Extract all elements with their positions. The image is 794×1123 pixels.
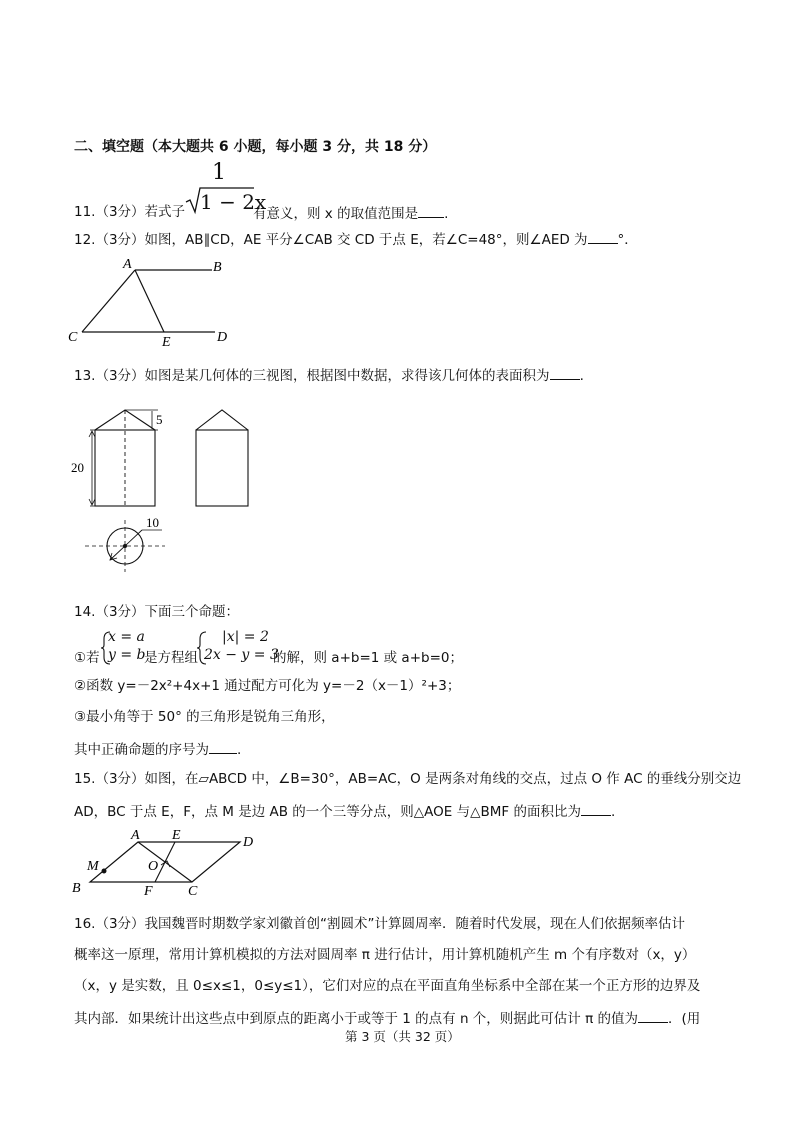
q14-item1-suffix: 的解，则 a+b=1 或 a+b=0； xyxy=(273,650,463,666)
q13-center-dot xyxy=(123,544,127,548)
q11-answer-blank[interactable] xyxy=(418,203,444,218)
q16-line4-text: 其内部．如果统计出这些点中到原点的距离小于或等于 1 的点有 n 个，则据此可估计 π 的值为 xyxy=(74,1011,639,1027)
q16-line4-end: ．(用 xyxy=(668,1011,701,1027)
q15-label-a: A xyxy=(131,828,140,843)
q12-line-ae xyxy=(135,270,164,332)
q14-system1-line1: x = a xyxy=(108,629,145,645)
q12-end: °． xyxy=(617,232,638,248)
q13-three-view-figure xyxy=(60,400,280,590)
q13-answer-blank[interactable] xyxy=(550,365,580,380)
q15-label-d: D xyxy=(243,835,254,850)
q14-intro: 14.（3分）下面三个命题： xyxy=(74,604,240,620)
q15-label-c: C xyxy=(188,884,198,899)
q13-end: . xyxy=(579,368,584,384)
q16-line3: （x，y 是实数，且 0≤x≤1，0≤y≤1），它们对应的点在平面直角坐标系中全部在某一个正方形的边界及 xyxy=(74,978,701,994)
q12-label-d: D xyxy=(217,330,228,345)
q16-line4 xyxy=(74,1008,700,1028)
q12-answer-blank[interactable] xyxy=(588,229,618,244)
q14-answer-blank[interactable] xyxy=(209,739,237,754)
q16-line2: 概率这一原理，常用计算机模拟的方法对圆周率 π 进行估计，用计算机随机产生 m 个有序数对（x，y） xyxy=(74,947,696,963)
q15-line2 xyxy=(74,801,615,821)
q15-label-o: O xyxy=(148,859,159,874)
q15-label-e: E xyxy=(172,828,181,843)
section-title: 二、填空题（本大题共 6 小题，每小题 3 分，共 18 分） xyxy=(74,139,437,155)
q11-fraction-numerator: 1 xyxy=(212,160,226,185)
q12-figure xyxy=(60,255,240,350)
q15-line2-text: AD，BC 于点 E，F，点 M 是边 AB 的一个三等分点，则△AOE 与△BMF 的面积比为 xyxy=(74,804,581,820)
q13-dim-cone-height: 5 xyxy=(156,412,163,427)
q13-side-cone xyxy=(196,410,248,430)
q11-end: . xyxy=(444,206,449,222)
q15-line1: 15.（3分）如图，在▱ABCD 中，∠B=30°，AB=AC，O 是两条对角线的交点，过点 O 作 AC 的垂线分别交边 xyxy=(74,771,742,787)
q16-line1: 16.（3分）我国魏晋时期数学家刘徽首创“割圆术”计算圆周率．随着时代发展，现在人们依据频率估计 xyxy=(74,916,686,932)
q15-answer-blank[interactable] xyxy=(581,801,611,816)
q14-item3: ③最小角等于 50° 的三角形是锐角三角形， xyxy=(74,709,335,725)
q14-item2: ②函数 y=－2x²+4x+1 通过配方可化为 y=－2（x－1）²+3； xyxy=(74,678,461,694)
q15-label-b: B xyxy=(72,881,81,896)
q14-system1-line2: y = b xyxy=(108,647,146,663)
q14-system2-line2: 2x − y = 3 xyxy=(204,647,279,663)
q11-suffix-text: 有意义，则 x 的取值范围是 xyxy=(253,206,419,222)
q12-label-c: C xyxy=(68,330,78,345)
q15-parallelogram-figure xyxy=(60,828,270,898)
q13-question: 13.（3分）如图是某几何体的三视图，根据图中数据，求得该几何体的表面积为 xyxy=(74,368,550,384)
q14-item1-prefix: ①若 xyxy=(74,650,100,666)
q11-fraction-denominator: 1 − 2x xyxy=(200,190,267,214)
q13-side-cylinder xyxy=(196,430,248,506)
q12-question: 12.（3分）如图，AB∥CD，AE 平分∠CAB 交 CD 于点 E，若∠C=48°，则∠AED 为 xyxy=(74,232,588,248)
q15-point-m xyxy=(102,869,107,874)
q15-end: . xyxy=(610,804,616,820)
q14-ask-text: 其中正确命题的序号为 xyxy=(74,742,209,758)
q12-label-b: B xyxy=(213,260,222,275)
q11-suffix xyxy=(253,203,448,223)
q14-ask xyxy=(74,739,241,759)
q11-prefix: 11.（3分）若式子 xyxy=(74,204,186,220)
q12-label-e: E xyxy=(162,335,171,350)
q14-item1-middle: 是方程组 xyxy=(144,650,198,666)
q13-dim-cylinder-height: 20 xyxy=(71,460,84,475)
q14-system2-line1: |x| = 2 xyxy=(222,629,269,645)
q13-text xyxy=(74,365,584,385)
q12-text xyxy=(74,229,638,249)
q13-dim-diameter: 10 xyxy=(146,515,159,530)
q14-end: . xyxy=(237,742,242,758)
q12-label-a: A xyxy=(123,257,132,272)
q15-label-m: M xyxy=(87,859,99,874)
q15-label-f: F xyxy=(144,884,153,899)
page-footer: 第 3 页（共 32 页） xyxy=(345,1029,460,1044)
q12-line-ac xyxy=(82,270,135,332)
q16-answer-blank[interactable] xyxy=(638,1008,668,1023)
